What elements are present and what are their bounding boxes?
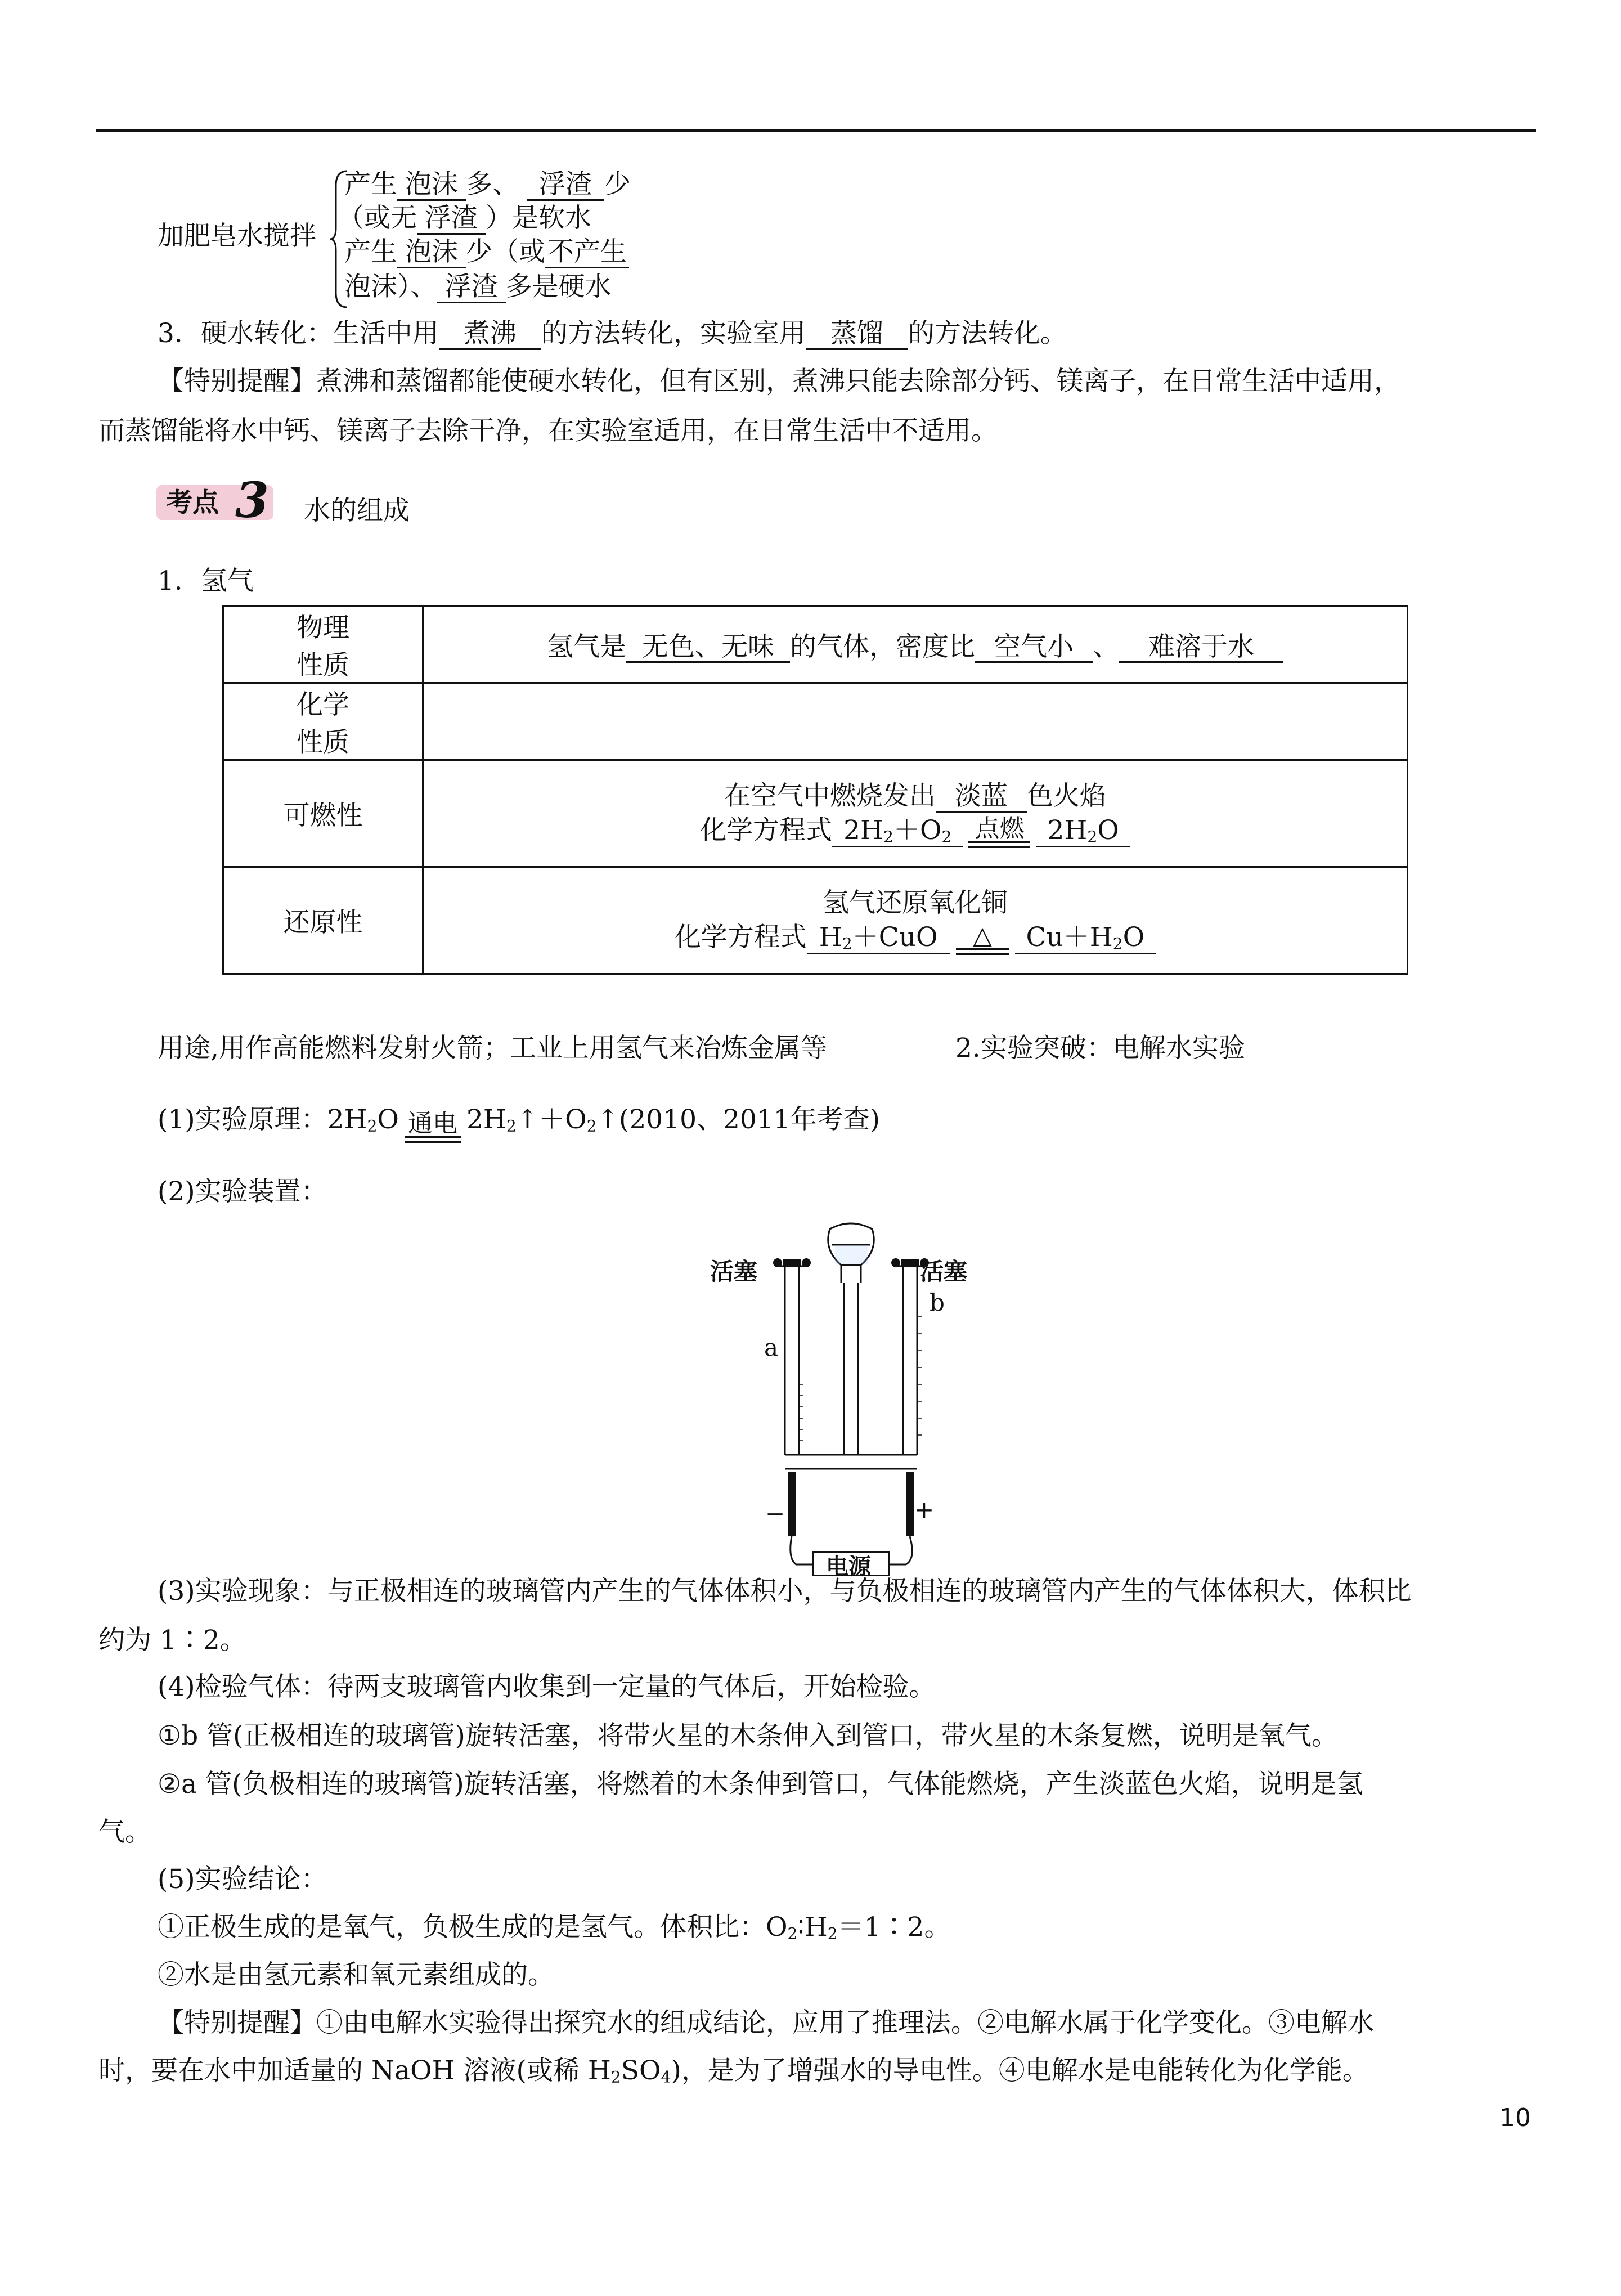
valve-right-label: 活塞: [920, 1258, 968, 1285]
tube-b-label: b: [930, 1289, 945, 1316]
tube-a: [779, 1266, 805, 1455]
reminder-1-line-1: 【特别提醒】煮沸和蒸馏都能使硬水转化，但有区别，煮沸只能去除部分钙、镁离子，在日常生活中适用，: [158, 366, 1400, 397]
center-tube: [844, 1283, 858, 1455]
experiment-title: 2.实验突破：电解水实验: [955, 1033, 1245, 1064]
hydrogen-uses: 用途,用作高能燃料发射火箭；工业上用氢气来冶炼金属等: [158, 1033, 827, 1064]
header-rule: [96, 129, 1536, 132]
section-number: 3: [235, 472, 269, 529]
positive-terminal: +: [914, 1496, 935, 1523]
combustion-condition: 点燃: [968, 817, 1030, 848]
soap-label: 加肥皂水搅拌: [158, 221, 316, 252]
test-line-4: 气。: [98, 1817, 151, 1847]
valve-left-icon: [773, 1258, 811, 1267]
conclusion-line-3: ②水是由氢元素和氧元素组成的。: [158, 1959, 554, 1990]
reducibility-cell: 氢气还原氧化铜 化学方程式 $H_2+CuO$ △ $Cu+H_2O$: [423, 867, 1408, 974]
valve-left-label: 活塞: [710, 1258, 758, 1285]
reminder-2-line-1: 【特别提醒】①由电解水实验得出探究水的组成结论，应用了推理法。②电解水属于化学变化。③电解水: [158, 2007, 1374, 2038]
negative-terminal: −: [765, 1500, 785, 1527]
tube-b: [897, 1266, 923, 1455]
soap-line-3: 产生 泡沫 少（或不产生: [344, 236, 629, 268]
hydrogen-properties-table: [222, 605, 1408, 975]
hard-water-conversion: 3．硬水转化：生活中用 煮沸 的方法转化，实验室用 蒸馏 的方法转化。: [158, 318, 1067, 349]
soap-line-2: （或无 浮渣 ）是软水: [338, 203, 591, 234]
reminder-2-line-2: 时，要在水中加适量的 NaOH 溶液(或稀 $H_2SO_4$)，是为了增强水的导电性。④电解水是电能转化为化学能。: [98, 2055, 1369, 2087]
reminder-1-line-2: 而蒸馏能将水中钙、镁离子去除干净，在实验室适用，在日常生活中不适用。: [98, 415, 998, 446]
physical-property-cell: 氢气是 无色、无味 的气体，密度比 空气小 、 难溶于水: [423, 606, 1408, 683]
test-line-2: ①b 管(正极相连的玻璃管)旋转活塞，将带火星的木条伸入到管口，带火星的木条复燃，说明是氧气。: [158, 1720, 1338, 1751]
connector-tube: [785, 1455, 917, 1469]
soap-line-1: 产生 泡沫 多、 浮渣 少: [344, 169, 631, 200]
page-number: 10: [1499, 2104, 1531, 2132]
conclusion-line-2: ①正极生成的是氧气，负极生成的是氢气。体积比：$O_2∶H_2=1∶2$。: [158, 1912, 951, 1943]
phenomenon-line-1: (3)实验现象：与正极相连的玻璃管内产生的气体体积小，与负极相连的玻璃管内产生的气体体积大，体积比: [158, 1576, 1412, 1607]
hydrogen-heading: 1．氢气: [158, 566, 254, 597]
apparatus-label: (2)实验装置：: [158, 1176, 327, 1207]
phenomenon-line-2: 约为 1∶2。: [98, 1625, 246, 1656]
combustibility-cell: 在空气中燃烧发出 淡蓝 色火焰 化学方程式 $2H_2+O_2$ 点燃 $2H_2O$: [423, 760, 1408, 867]
experiment-principle: (1)实验原理：$2H_2O$ 通电 $2H_2↑+O_2↑(2010$、2011年考查): [158, 1104, 880, 1143]
conclusion-line-1: (5)实验结论：: [158, 1864, 327, 1895]
power-label: 电源: [826, 1553, 871, 1580]
table-row: 可燃性 在空气中燃烧发出 淡蓝 色火焰 化学方程式 $2H_2+O_2$ 点燃 $2H_2O$: [223, 760, 1408, 867]
table-row: 物理 性质 氢气是 无色、无味 的气体，密度比 空气小 、 难溶于水: [223, 606, 1408, 683]
test-line-3: ②a 管(负极相连的玻璃管)旋转活塞，将燃着的木条伸到管口，气体能燃烧，产生淡蓝色火焰，说明是氢: [158, 1769, 1363, 1800]
soap-line-4: 泡沫）、 浮渣 多是硬水: [344, 271, 612, 302]
chemical-property-cell: [423, 683, 1408, 760]
heating-condition: △: [956, 923, 1009, 955]
section-badge-label: 考点: [166, 487, 219, 518]
table-row: 化学 性质: [223, 683, 1408, 760]
section-title: 水的组成: [304, 495, 410, 526]
electrodes: [788, 1472, 914, 1536]
table-row: 还原性 氢气还原氧化铜 化学方程式 $H_2+CuO$ △ $Cu+H_2O$: [223, 867, 1408, 974]
test-line-1: (4)检验气体：待两支玻璃管内收集到一定量的气体后，开始检验。: [158, 1671, 936, 1702]
tube-a-label: a: [764, 1334, 779, 1361]
